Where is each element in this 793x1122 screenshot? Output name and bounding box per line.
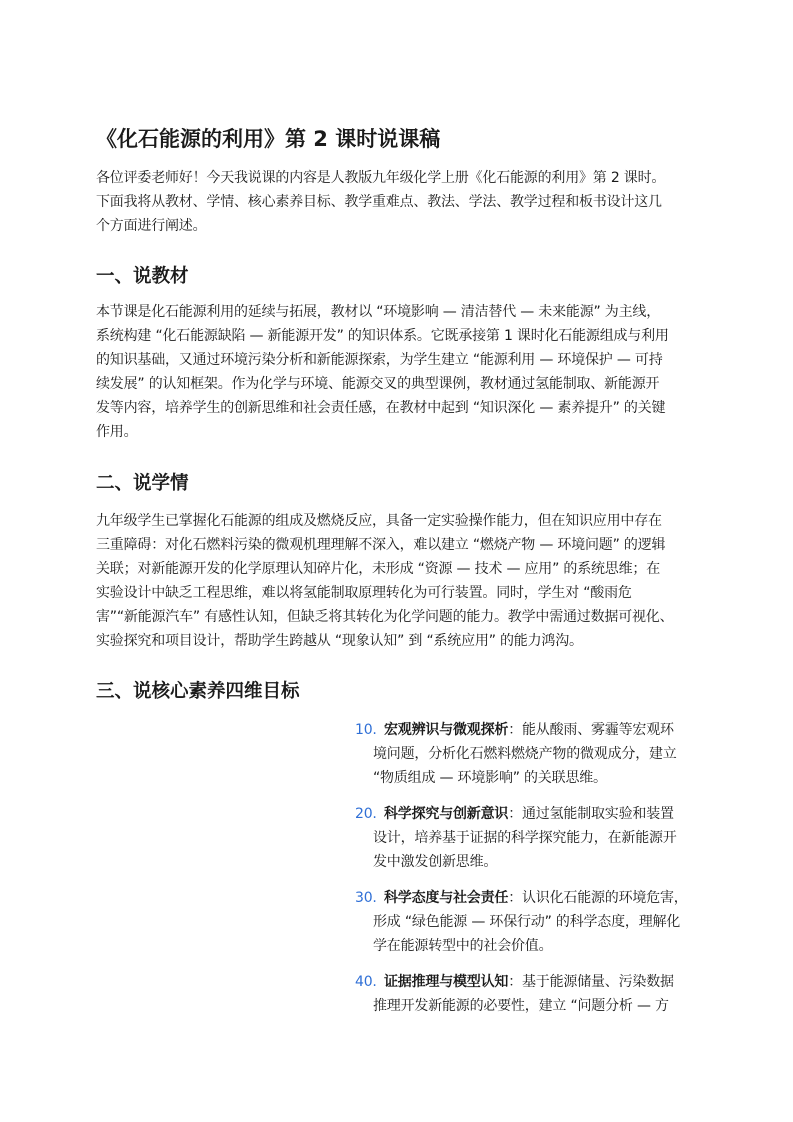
goal-text: 形成 “绿色能源 — 环保行动” 的科学态度，理解化 (373, 914, 681, 930)
section-heading-textbook: 一、说教材 (96, 266, 189, 287)
goal-number: 40. (355, 974, 377, 990)
intro-line: 各位评委老师好！今天我说课的内容是人教版九年级化学上册《化石能源的利用》第 2 课时。 (96, 170, 666, 186)
intro-paragraph (96, 166, 701, 238)
intro-line: 个方面进行阐述。 (96, 218, 207, 234)
page-title: 《化石能源的利用》第 2 课时说课稿 (96, 127, 441, 151)
paragraph-line: 续发展” 的认知框架。作为化学与环境、能源交叉的典型课例，教材通过氢能制取、新能源开 (96, 376, 660, 392)
goal-text: ：认识化石能源的环境危害， (508, 890, 688, 906)
goals-list (355, 718, 715, 1030)
goal-text: 境问题，分析化石燃料燃烧产物的微观成分，建立 (373, 746, 677, 762)
goal-term: 宏观辨识与微观探析 (384, 722, 509, 738)
goal-text: 推理开发新能源的必要性，建立 “问题分析 — 方 (373, 998, 669, 1014)
paragraph-line: 关联；对新能源开发的化学原理认知碎片化，未形成 “资源 — 技术 — 应用” 的系统思维；在 (96, 561, 661, 577)
goal-text: “物质组成 — 环境影响” 的关联思维。 (373, 770, 607, 786)
goal-text: 设计，培养基于证据的科学探究能力，在新能源开 (373, 830, 677, 846)
paragraph-line: 的知识基础，又通过环境污染分析和新能源探索，为学生建立 “能源利用 — 环境保护 — 可持 (96, 352, 663, 368)
students-paragraph (96, 509, 701, 653)
goal-number: 20. (355, 806, 377, 822)
goal-term: 证据推理与模型认知 (384, 974, 509, 990)
goal-item (355, 802, 715, 874)
section-heading-students: 二、说学情 (96, 473, 189, 494)
section-heading-goals: 三、说核心素养四维目标 (96, 681, 300, 702)
intro-line: 下面我将从教材、学情、核心素养目标、教学重难点、教法、学法、教学过程和板书设计这几 (96, 194, 662, 210)
goal-text: 学在能源转型中的社会价值。 (373, 938, 553, 954)
paragraph-line: 九年级学生已掌握化石能源的组成及燃烧反应，具备一定实验操作能力，但在知识应用中存在 (96, 513, 662, 529)
paragraph-line: 实验设计中缺乏工程思维，难以将氢能制取原理转化为可行装置。同时，学生对 “酸雨危 (96, 585, 632, 601)
paragraph-line: 作用。 (96, 424, 138, 440)
goal-item (355, 886, 715, 958)
paragraph-line: 实验探究和项目设计，帮助学生跨越从 “现象认知” 到 “系统应用” 的能力鸿沟。 (96, 633, 583, 649)
goal-item (355, 970, 715, 1018)
goal-number: 10. (355, 722, 377, 738)
textbook-paragraph (96, 300, 701, 444)
paragraph-line: 本节课是化石能源利用的延续与拓展，教材以 “环境影响 — 清洁替代 — 未来能源” 为主线， (96, 304, 661, 320)
paragraph-line: 害”“新能源汽车” 有感性认知，但缺乏将其转化为化学问题的能力。教学中需通过数据可视化、 (96, 609, 674, 625)
goal-term: 科学态度与社会责任 (384, 890, 509, 906)
goal-text: ：通过氢能制取实验和装置 (508, 806, 674, 822)
paragraph-line: 系统构建 “化石能源缺陷 — 新能源开发” 的知识体系。它既承接第 1 课时化石能源组成与利用 (96, 328, 669, 344)
goal-item (355, 718, 715, 790)
goal-text: 发中激发创新思维。 (373, 854, 498, 870)
goal-number: 30. (355, 890, 377, 906)
goal-text: ：能从酸雨、雾霾等宏观环 (508, 722, 674, 738)
paragraph-line: 发等内容，培养学生的创新思维和社会责任感，在教材中起到 “知识深化 — 素养提升” 的关键 (96, 400, 666, 416)
goal-term: 科学探究与创新意识 (384, 806, 509, 822)
paragraph-line: 三重障碍：对化石燃料污染的微观机理理解不深入，难以建立 “燃烧产物 — 环境问题” 的逻辑 (96, 537, 666, 553)
goal-text: ：基于能源储量、污染数据 (508, 974, 674, 990)
